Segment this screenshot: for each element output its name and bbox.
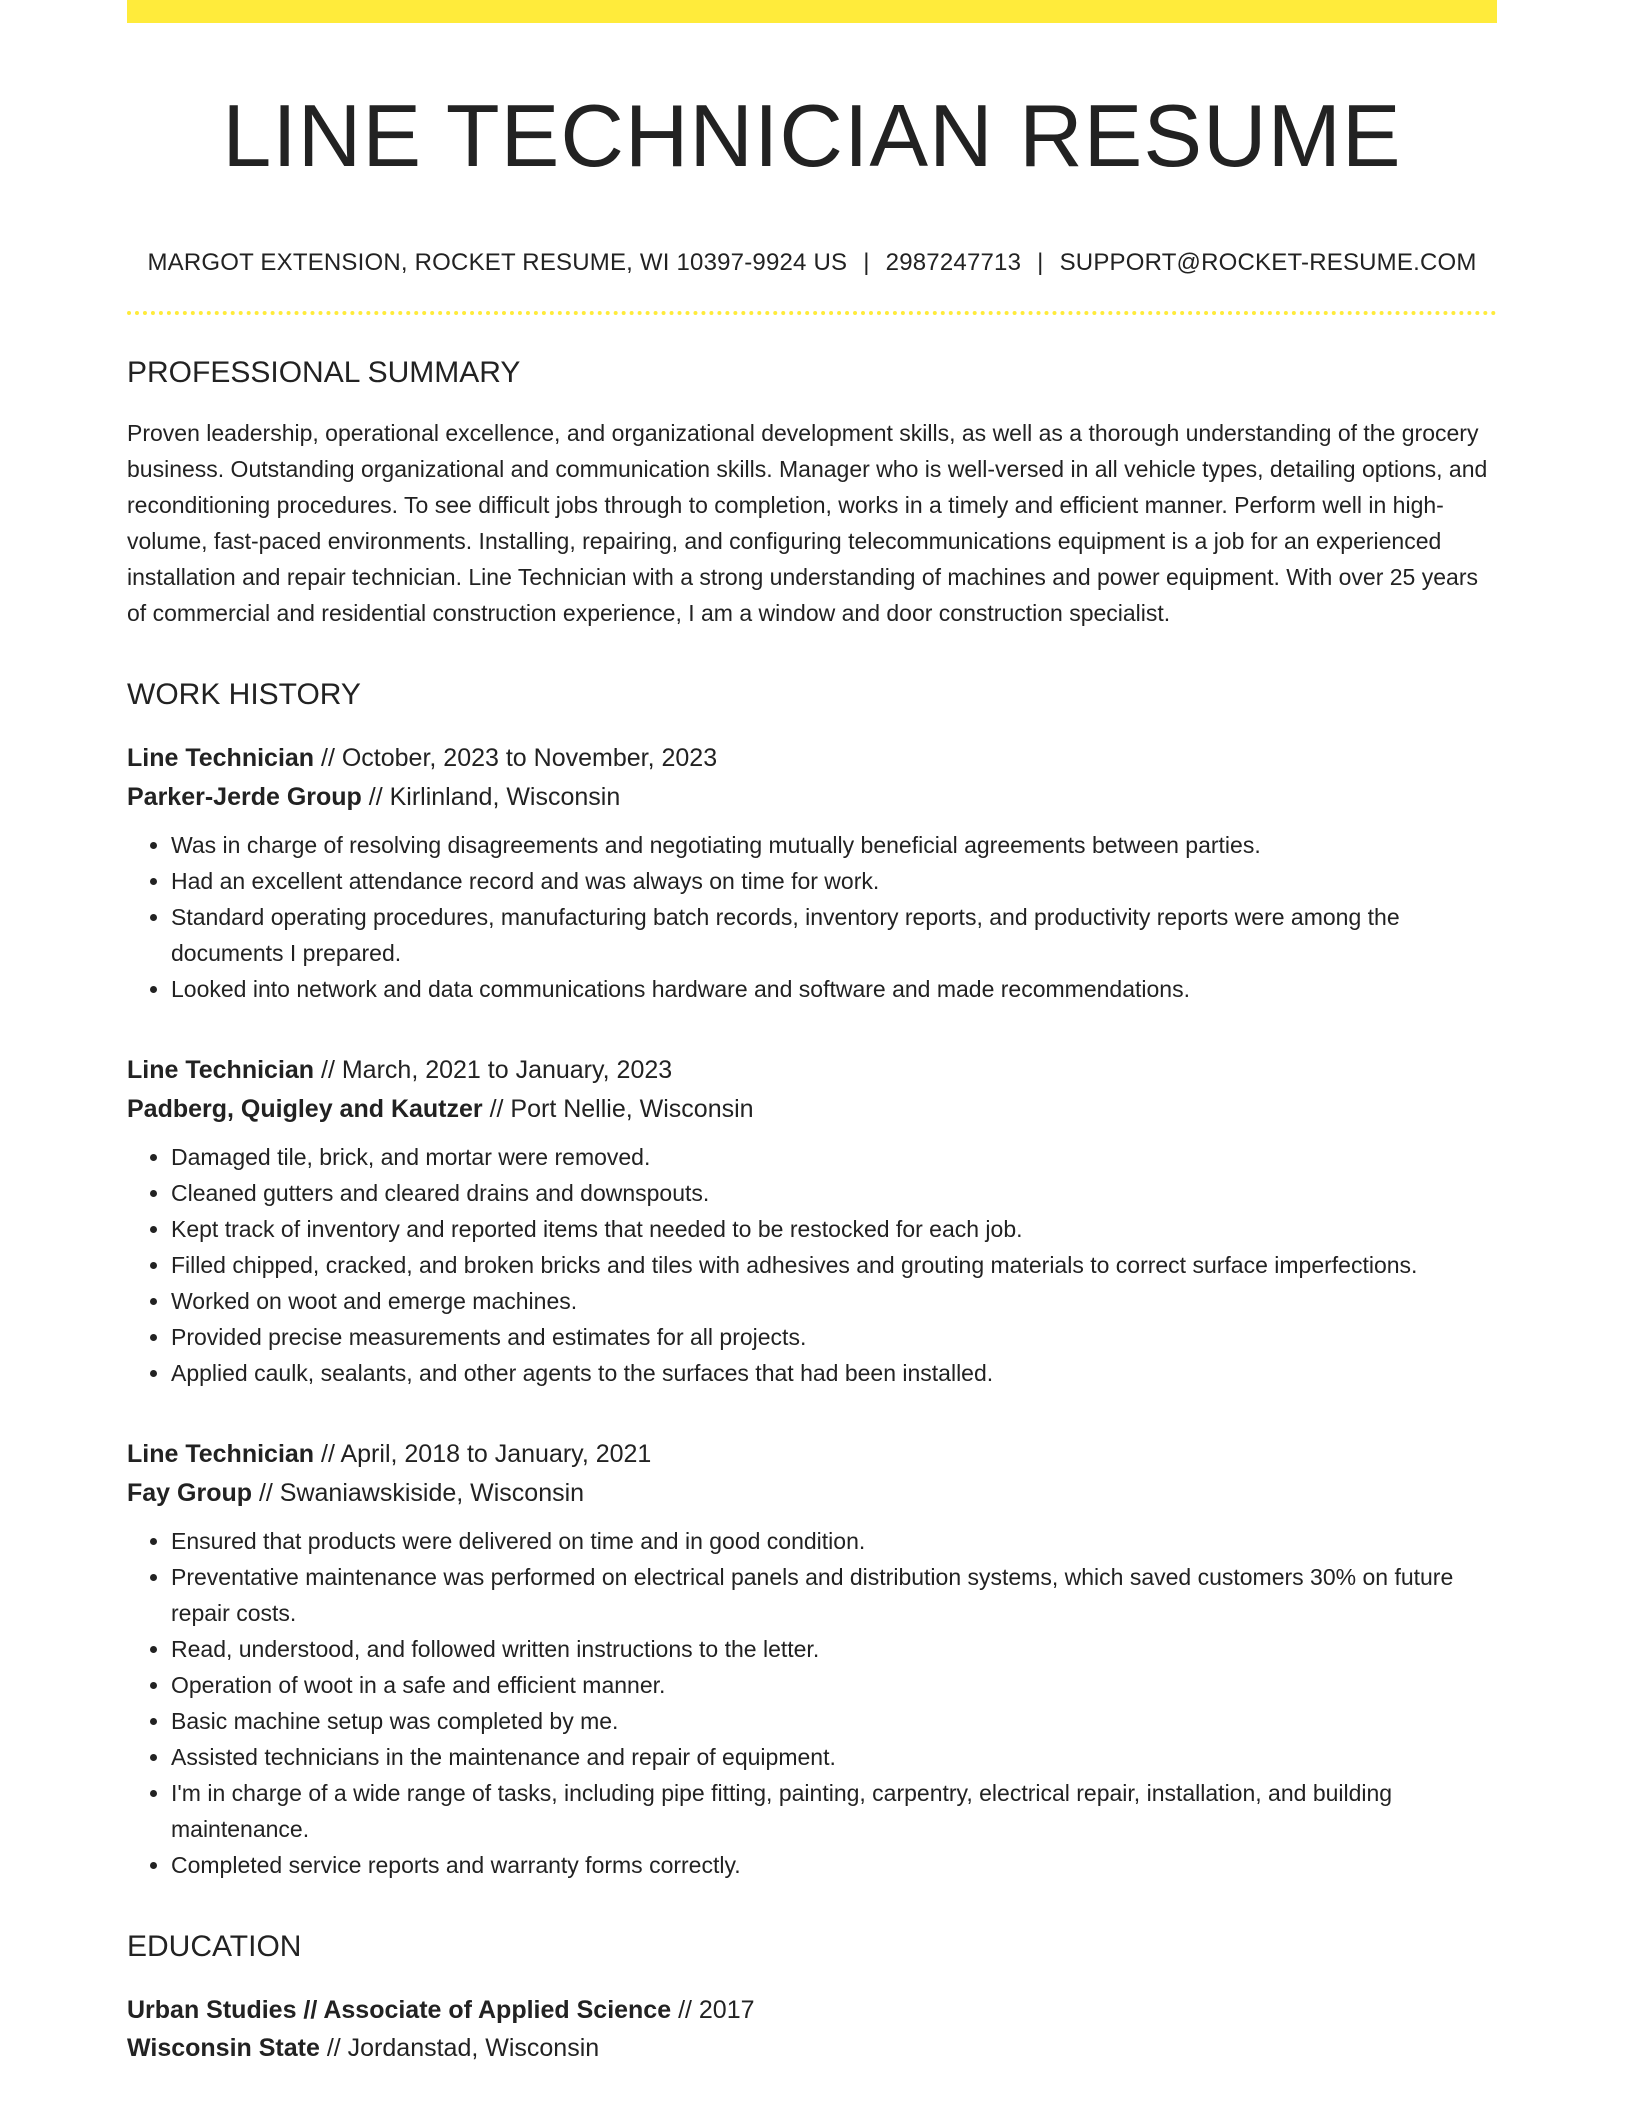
bullet-item: • Completed service reports and warranty forms correctly. [171,1847,1497,1883]
education-location: // Jordanstad, Wisconsin [319,2034,600,2063]
job-company-line [127,1474,1497,1513]
job-entry [127,1435,1497,1883]
education-degree-line [127,1991,1497,2029]
job-bullets [127,1523,1497,1883]
job-company: Parker-Jerde Group [127,783,362,812]
section-title-work-history: WORK HISTORY [127,678,361,712]
bullet-item: • Operation of woot in a safe and efficient manner. [171,1667,1497,1703]
job-location: // Swaniawskiside, Wisconsin [252,1479,585,1508]
resume-title: LINE TECHNICIAN RESUME [222,86,1402,185]
contact-email: SUPPORT@ROCKET-RESUME.COM [1059,248,1477,276]
job-location: // Port Nellie, Wisconsin [482,1095,754,1124]
job-title-line [127,1435,1497,1474]
summary-text: Proven leadership, operational excellence, and organizational development skills, as well as a thorough understanding of the grocery business. Outstanding organizational and communication skills. Manager who is well-versed in all vehicle types, detailing options, and reconditioning procedures. To see difficult jobs through to completion, works in a timely and efficient manner. Perform well in high-volume, fast-paced environments. Installing, repairing, and configuring telecommunications equipment is a job for an experienced installation and repair technician. Line Technician with a strong understanding of machines and power equipment. With over 25 years of commercial and residential construction experience, I am a window and door construction specialist. [127,420,1488,627]
contact-address: MARGOT EXTENSION, ROCKET RESUME, WI 10397-9924 US [147,248,848,276]
bullet-item: • Looked into network and data communications hardware and software and made recommendations. [171,971,1497,1007]
education-year: // 2017 [671,1996,755,2025]
job-bullets [127,827,1497,1007]
bullet-item: • Was in charge of resolving disagreements and negotiating mutually beneficial agreements between parties. [171,827,1497,863]
job-company-line [127,778,1497,817]
bullet-item: • Read, understood, and followed written instructions to the letter. [171,1631,1497,1667]
bullet-item: • Ensured that products were delivered on time and in good condition. [171,1523,1497,1559]
bullet-item: • Worked on woot and emerge machines. [171,1283,1497,1319]
bullet-item: • I'm in charge of a wide range of tasks, including pipe fitting, painting, carpentry, electrical repair, installation, and building maintenance. [171,1775,1497,1847]
dotted-divider [127,311,1497,315]
education-degree: Urban Studies // Associate of Applied Science [127,1996,672,2025]
job-company-line [127,1090,1497,1129]
accent-top-bar [127,0,1497,23]
bullet-item: • Basic machine setup was completed by me. [171,1703,1497,1739]
job-bullets [127,1139,1497,1391]
bullet-item: • Applied caulk, sealants, and other agents to the surfaces that had been installed. [171,1355,1497,1391]
job-dates: // March, 2021 to January, 2023 [314,1056,673,1085]
section-title-education: EDUCATION [127,1930,302,1964]
education-school-line [127,2029,1497,2067]
bullet-item: • Provided precise measurements and estimates for all projects. [171,1319,1497,1355]
bullet-item: • Kept track of inventory and reported items that needed to be restocked for each job. [171,1211,1497,1247]
job-dates: // April, 2018 to January, 2021 [314,1440,652,1469]
contact-phone: 2987247713 [885,248,1022,276]
job-title: Line Technician [127,1056,315,1085]
bullet-item: • Preventative maintenance was performed on electrical panels and distribution systems, which saved customers 30% on future repair costs. [171,1559,1497,1631]
education-school: Wisconsin State [127,2034,320,2063]
resume-page [127,0,1497,2067]
job-company: Fay Group [127,1479,253,1508]
job-location: // Kirlinland, Wisconsin [361,783,621,812]
bullet-item: • Filled chipped, cracked, and broken bricks and tiles with adhesives and grouting materials to correct surface imperfections. [171,1247,1497,1283]
contact-separator: | [1037,248,1044,276]
contact-separator: | [863,248,870,276]
job-company: Padberg, Quigley and Kautzer [127,1095,483,1124]
bullet-item: • Damaged tile, brick, and mortar were removed. [171,1139,1497,1175]
job-entry [127,739,1497,1007]
job-title-line [127,739,1497,778]
bullet-item: • Standard operating procedures, manufacturing batch records, inventory reports, and productivity reports were among the documents I prepared. [171,899,1497,971]
job-title-line [127,1051,1497,1090]
section-title-summary: PROFESSIONAL SUMMARY [127,356,521,390]
bullet-item: • Cleaned gutters and cleared drains and downspouts. [171,1175,1497,1211]
job-dates: // October, 2023 to November, 2023 [314,744,718,773]
education-entry [127,1991,1497,2067]
bullet-item: • Assisted technicians in the maintenance and repair of equipment. [171,1739,1497,1775]
job-title: Line Technician [127,1440,315,1469]
job-entry [127,1051,1497,1391]
bullet-item: • Had an excellent attendance record and was always on time for work. [171,863,1497,899]
contact-line [127,249,1497,278]
job-title: Line Technician [127,744,315,773]
